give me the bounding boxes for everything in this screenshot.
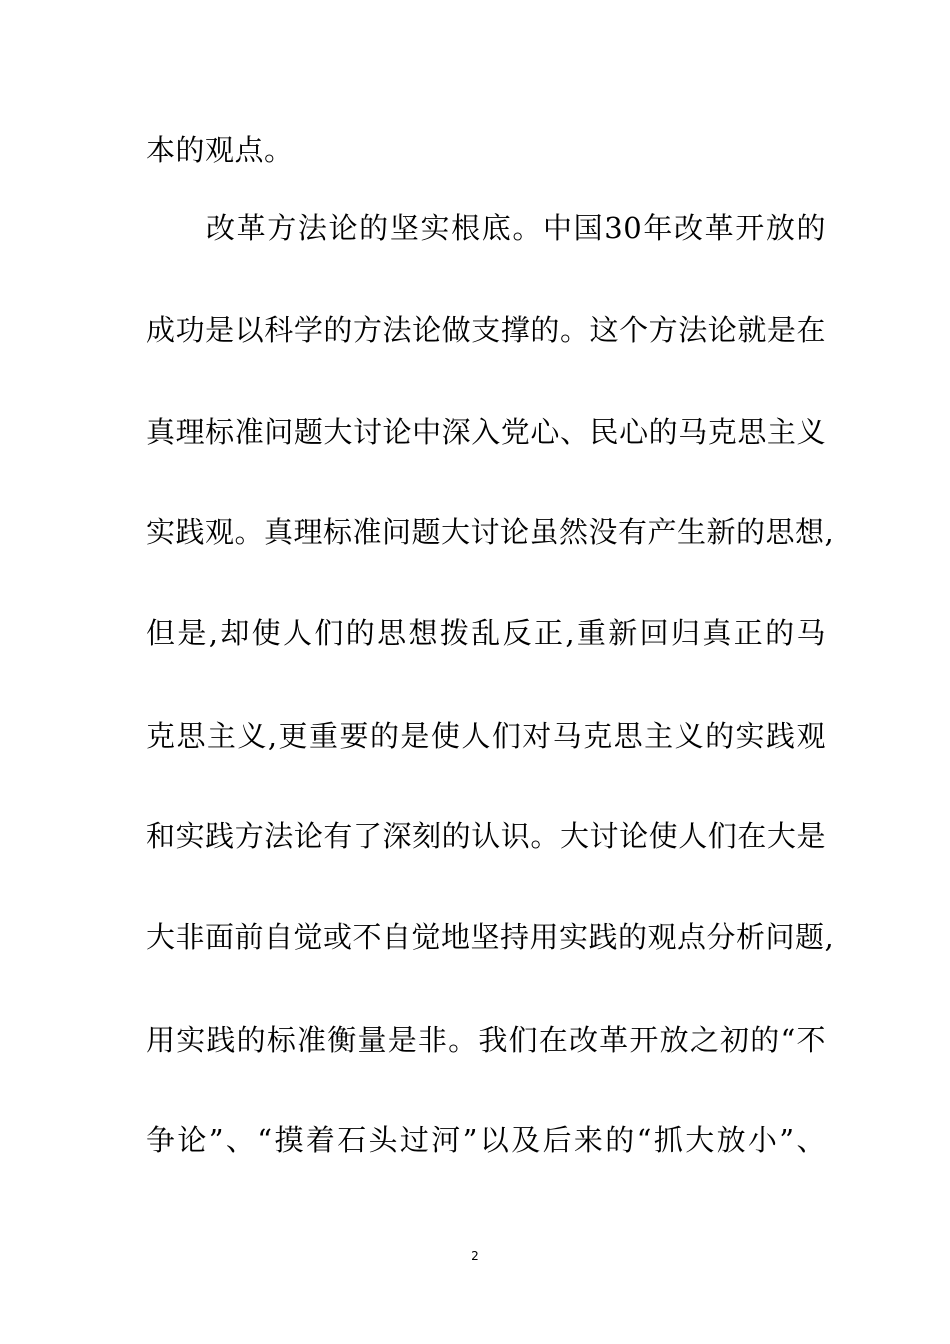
text-line: 实践观。真理标准问题大讨论虽然没有产生新的思想,	[146, 515, 835, 549]
text-line: 本的观点。	[146, 133, 294, 167]
text-line: 和实践方法论有了深刻的认识。大讨论使人们在大是	[146, 819, 826, 853]
text-line: 但是,却使人们的思想拨乱反正,重新回归真正的马	[146, 616, 826, 650]
text-line: 用实践的标准衡量是非。我们在改革开放之初的“不	[146, 1023, 826, 1057]
text-line: 大非面前自觉或不自觉地坚持用实践的观点分析问题,	[146, 920, 835, 954]
text-line: 真理标准问题大讨论中深入党心、民心的马克思主义	[146, 415, 826, 449]
text-line: 争论”、“摸着石头过河”以及后来的“抓大放小”、	[146, 1123, 826, 1157]
page-number: 2	[471, 1249, 479, 1263]
text-line: 克思主义,更重要的是使人们对马克思主义的实践观	[146, 719, 826, 753]
paragraph-first-line: 改革方法论的坚实根底。中国30年改革开放的	[206, 211, 826, 245]
text-line: 成功是以科学的方法论做支撑的。这个方法论就是在	[146, 313, 826, 347]
